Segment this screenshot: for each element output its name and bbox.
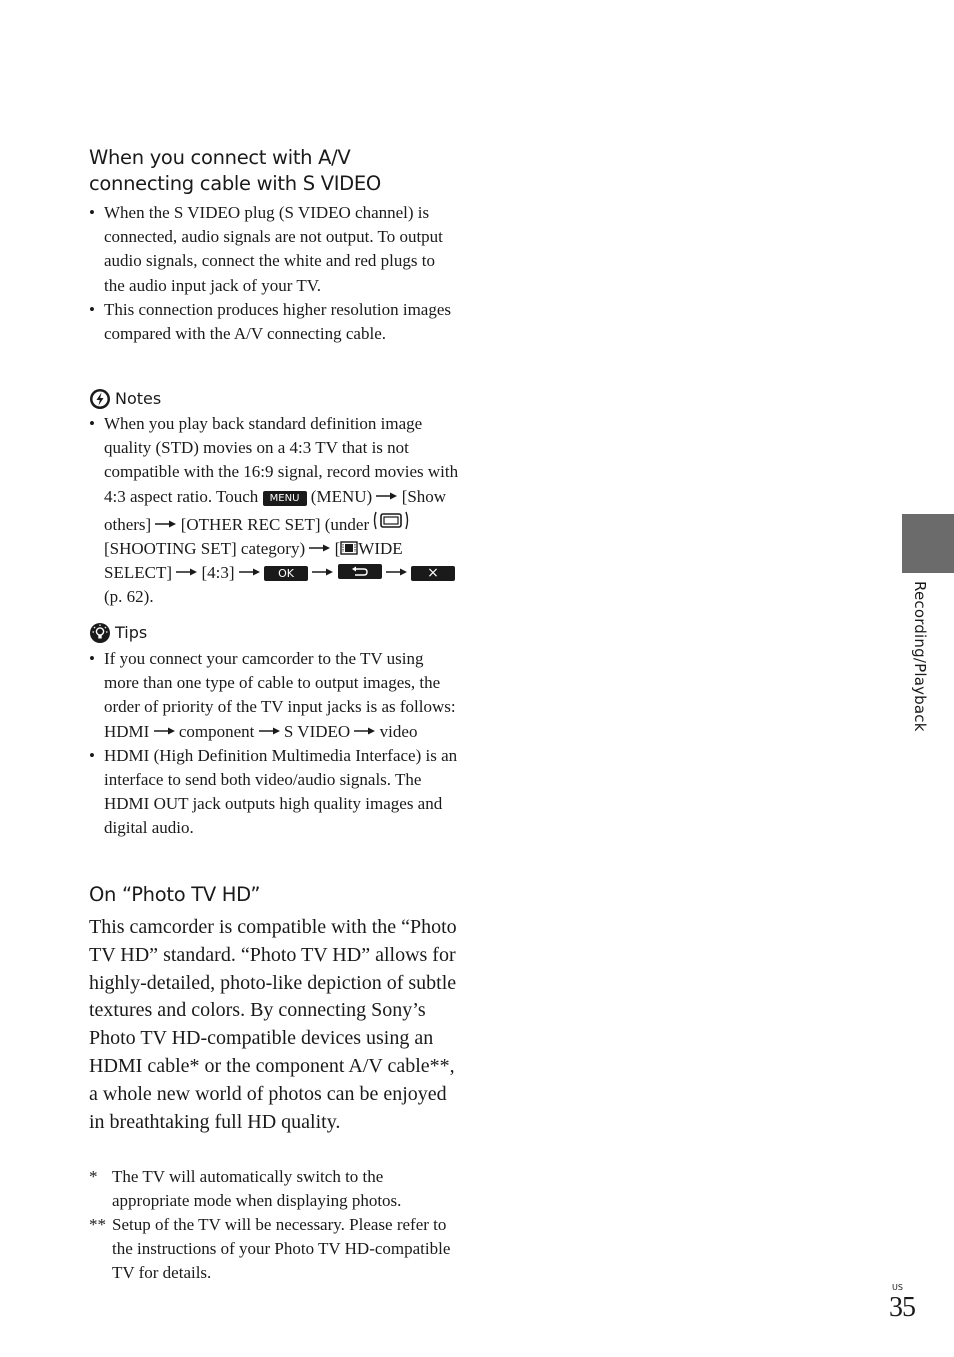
note-text: WIDE SELECT]: [104, 539, 403, 583]
footnote-text: Setup of the TV will be necessary. Please refer to the instructions of your Photo TV HD-compatible TV for details.: [112, 1215, 451, 1282]
film-icon: [340, 541, 358, 555]
right-arrow-icon: [309, 543, 330, 553]
photo-tv-hd-body: This camcorder is compatible with the “Photo TV HD” standard. “Photo TV HD” allows for highly-detailed, photo-like depiction of subtle textures and colors. By connecting Sony’s Photo TV HD-compatible devices using an HDMI cable* or the component A/V cable**, a whole new world of photos can be enjoyed in breathtaking full HD quality.: [89, 916, 457, 1133]
heading-line-2: connecting cable with S VIDEO: [89, 172, 381, 195]
right-arrow-icon: [376, 491, 397, 501]
priority-hdmi: HDMI: [104, 721, 150, 741]
right-arrow-icon: [154, 726, 175, 736]
tips-label-text: Tips: [115, 623, 148, 642]
note-text: [4:3]: [201, 563, 235, 583]
footnote-mark: **: [89, 1215, 106, 1234]
right-arrow-icon: [386, 567, 407, 577]
region-code: US: [892, 1283, 903, 1292]
notes-icon: [89, 388, 111, 410]
note-text: [SHOOTING SET] category): [104, 539, 306, 559]
menu-button[interactable]: MENU: [263, 491, 307, 506]
note-text: (MENU): [310, 486, 373, 506]
note-text: When you play back standard definition image quality (STD) movies on a 4:3 TV that is not compatible with the 16:9 signal, record movies with 4:3 aspect ratio. Touch: [104, 414, 459, 506]
ok-button[interactable]: OK: [264, 566, 308, 581]
footnote-list: [89, 1165, 461, 1285]
list-item: • This connection produces higher resolution images compared with the A/V connecting cable.: [89, 298, 459, 346]
note-text: [OTHER REC SET]: [180, 514, 321, 534]
note-text: [Show others]: [104, 486, 447, 534]
list-item: • When the S VIDEO plug (S VIDEO channel) is connected, audio signals are not output. To output audio signals, connect the white and red plugs to the audio input jack of your TV.: [89, 201, 459, 298]
list-item: • HDMI (High Definition Multimedia Interface) is an interface to send both video/audio signals. The HDMI OUT jack outputs high quality images and digital audio.: [89, 744, 459, 841]
footnote-text: The TV will automatically switch to the appropriate mode when displaying photos.: [112, 1167, 402, 1210]
return-button[interactable]: [338, 564, 382, 579]
tip-text: • If you connect your camcorder to the TV using more than one type of cable to output images, the order of priority of the TV input jacks is as follows:: [104, 649, 456, 717]
tips-bullet-list: [89, 647, 459, 841]
section-tab: [902, 514, 954, 573]
tips-label: [89, 622, 147, 644]
note-text: (p. 62).: [104, 587, 154, 607]
close-button[interactable]: ×: [411, 566, 455, 581]
footnote: [89, 1165, 461, 1213]
note-text: [: [334, 539, 341, 559]
tips-icon: [89, 622, 111, 644]
camera-category-icon: [373, 509, 409, 531]
right-arrow-icon: [354, 726, 375, 736]
priority-video: video: [379, 721, 418, 741]
priority-component: component: [178, 721, 255, 741]
footnote-mark: *: [89, 1167, 98, 1186]
list-item: [89, 412, 459, 610]
notes-label: [89, 388, 161, 410]
priority-order: [104, 720, 459, 744]
priority-svideo: S VIDEO: [283, 721, 351, 741]
svideo-bullet-list: [89, 201, 459, 346]
right-arrow-icon: [312, 567, 333, 577]
list-item: [89, 647, 459, 744]
notes-bullet-list: [89, 412, 459, 610]
section-heading-photo-tv-hd: On “Photo TV HD”: [89, 883, 261, 906]
section-tab-label: Recording/Playback: [911, 581, 929, 732]
right-arrow-icon: [259, 726, 280, 736]
section-heading-av-svideo: [89, 145, 381, 197]
page-number: 35: [889, 1292, 915, 1323]
heading-line-1: When you connect with A/V: [89, 146, 351, 169]
return-icon: [338, 564, 382, 579]
right-arrow-icon: [176, 567, 197, 577]
note-text: (under: [324, 514, 370, 534]
right-arrow-icon: [239, 567, 260, 577]
right-arrow-icon: [155, 519, 176, 529]
footnote: [89, 1213, 461, 1285]
notes-label-text: Notes: [115, 389, 162, 408]
